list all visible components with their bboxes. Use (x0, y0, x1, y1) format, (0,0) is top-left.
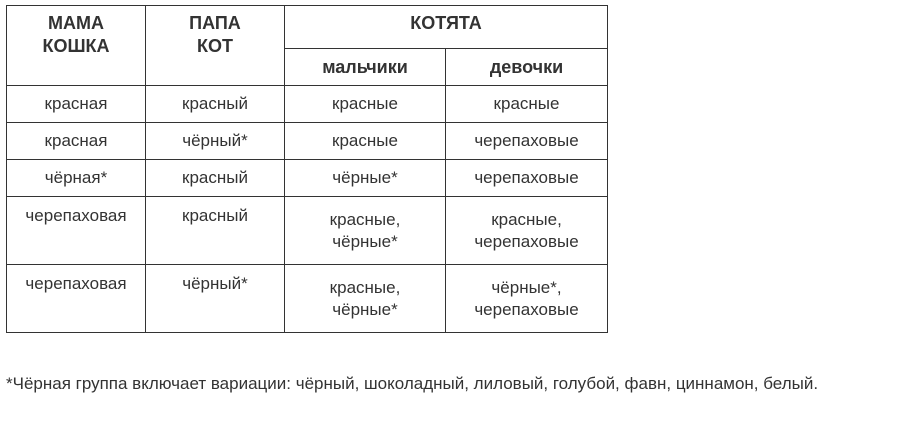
cell-father: красный (146, 197, 285, 265)
cell-boys: красные (285, 86, 446, 123)
cell-girls (446, 265, 608, 333)
cell-father: чёрный* (146, 123, 285, 160)
table-row (7, 160, 608, 197)
cell-girls (446, 197, 608, 265)
cell-boys: чёрные* (285, 160, 446, 197)
header-mother-line2: КОШКА (42, 36, 110, 56)
header-father-line1: ПАПА (189, 13, 241, 33)
cell-mother: красная (7, 123, 146, 160)
cell-mother: чёрная* (7, 160, 146, 197)
header-mother-line1: МАМА (48, 13, 104, 33)
table-row (7, 265, 608, 333)
header-mother (7, 6, 146, 86)
cell-boys-line1: красные, (329, 209, 401, 229)
cell-boys (285, 197, 446, 265)
kitten-color-table (6, 5, 608, 333)
header-father-line2: КОТ (197, 36, 233, 56)
cell-girls: красные (446, 86, 608, 123)
cell-girls-line2: черепаховые (474, 231, 579, 251)
table-row (7, 86, 608, 123)
header-girls: девочки (446, 49, 608, 86)
cell-father: красный (146, 160, 285, 197)
cell-father: красный (146, 86, 285, 123)
cell-mother: черепаховая (7, 265, 146, 333)
cell-father: чёрный* (146, 265, 285, 333)
footnote: *Чёрная группа включает вариации: чёрный, шоколадный, лиловый, голубой, фавн, циннамон, белый. (6, 374, 819, 393)
cell-boys: красные (285, 123, 446, 160)
cell-girls-line1: красные, (491, 209, 562, 229)
table-row (7, 123, 608, 160)
cell-girls: черепаховые (446, 160, 608, 197)
table-row (7, 197, 608, 265)
header-father (146, 6, 285, 86)
cell-mother: красная (7, 86, 146, 123)
header-kittens: КОТЯТА (285, 6, 608, 49)
cell-girls-line2: черепаховые (474, 299, 579, 319)
cell-girls: черепаховые (446, 123, 608, 160)
cell-boys-line2: чёрные* (332, 231, 398, 251)
cell-boys-line2: чёрные* (332, 299, 398, 319)
cell-mother: черепаховая (7, 197, 146, 265)
cell-boys-line1: красные, (329, 277, 401, 297)
header-boys: мальчики (285, 49, 446, 86)
cell-girls-line1: чёрные*, (491, 277, 562, 297)
cell-boys (285, 265, 446, 333)
